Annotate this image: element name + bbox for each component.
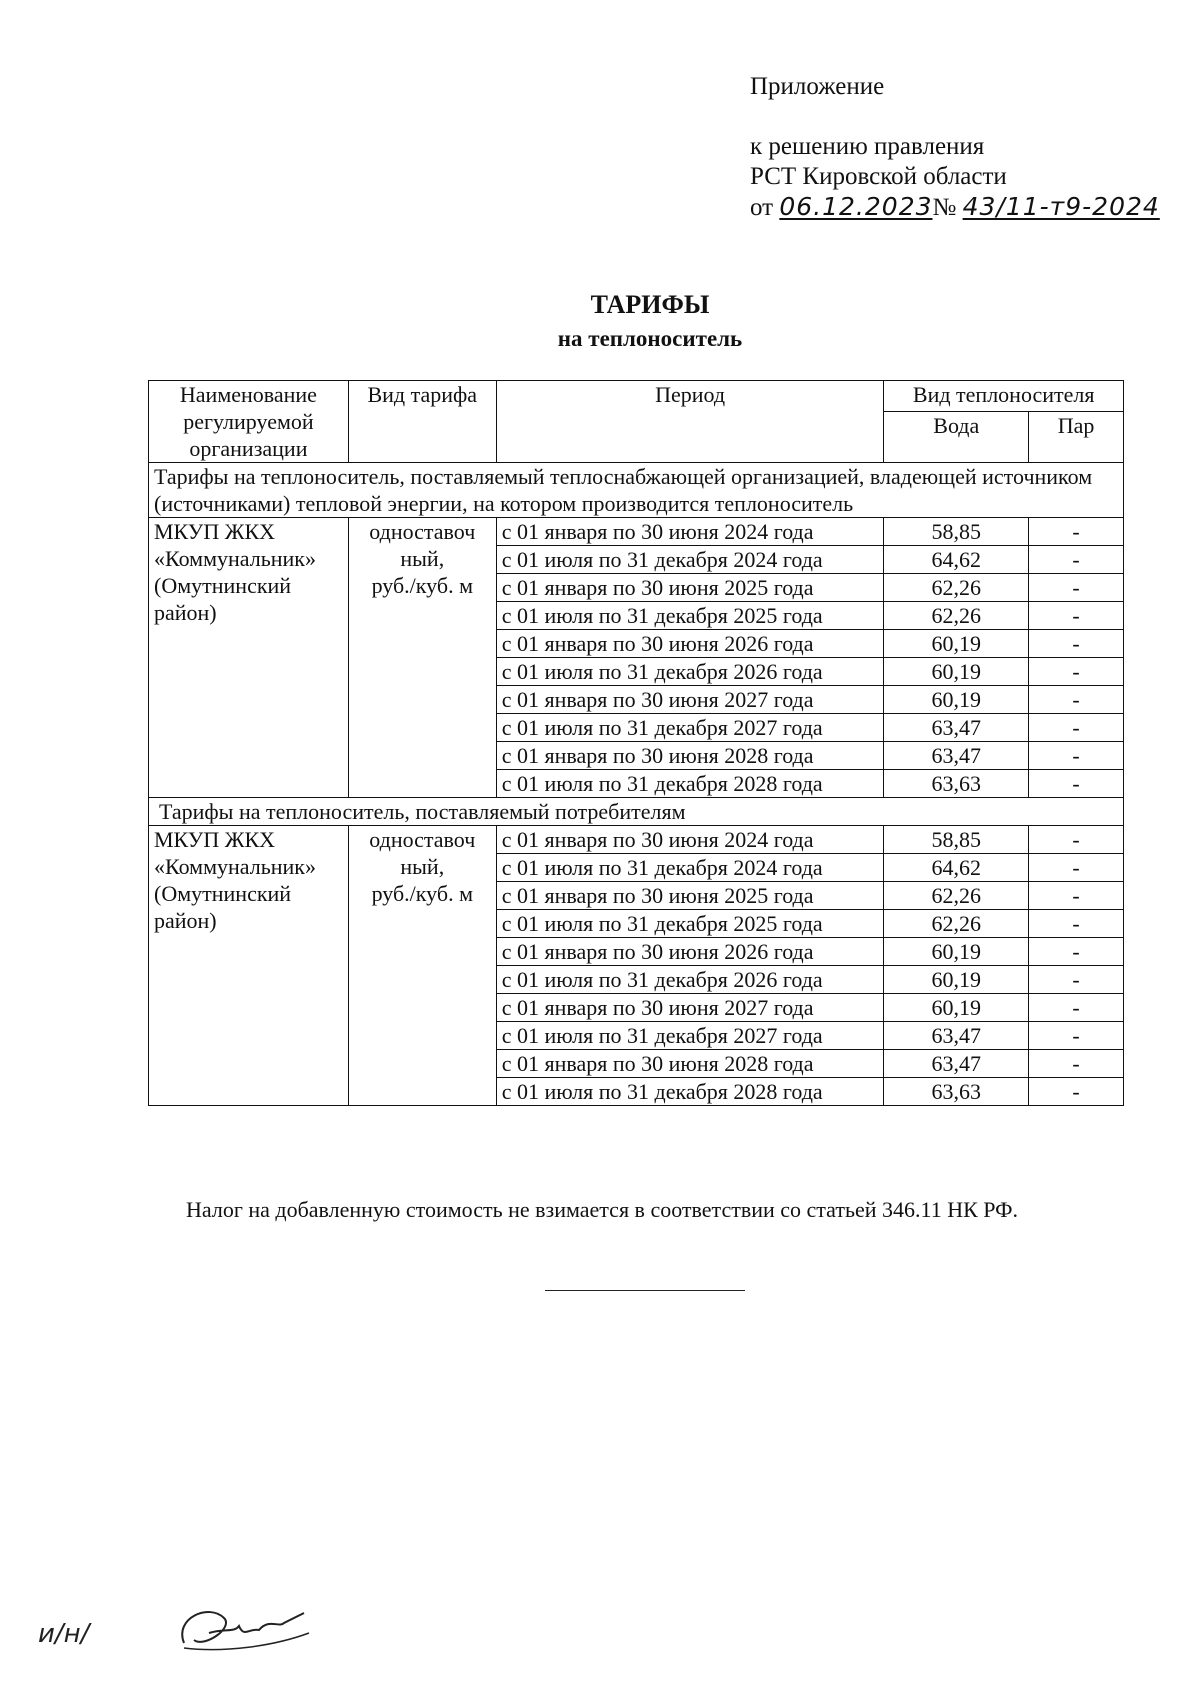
organization-line: район) (154, 600, 217, 625)
period-cell: с 01 января по 30 июня 2024 года (496, 826, 884, 854)
period-cell: с 01 июля по 31 декабря 2026 года (496, 966, 884, 994)
water-tariff-cell: 63,63 (884, 1078, 1029, 1106)
header-period: Период (496, 381, 884, 463)
period-cell: с 01 июля по 31 декабря 2024 года (496, 546, 884, 574)
organization-cell (149, 518, 349, 798)
water-tariff-cell: 60,19 (884, 658, 1029, 686)
organization-line: МКУП ЖКХ (154, 519, 276, 544)
steam-tariff-cell: - (1029, 630, 1124, 658)
document-title: ТАРИФЫ (590, 290, 710, 319)
organization-line: (Омутнинский (154, 881, 292, 906)
period-cell: с 01 января по 30 июня 2027 года (496, 994, 884, 1022)
steam-tariff-cell: - (1029, 714, 1124, 742)
organization-line: (Омутнинский (154, 573, 292, 598)
water-tariff-cell: 62,26 (884, 574, 1029, 602)
appendix-line-1: к решению правления (750, 133, 985, 160)
water-tariff-cell: 62,26 (884, 882, 1029, 910)
steam-tariff-cell: - (1029, 770, 1124, 798)
tariff-type-line: руб./куб. м (371, 881, 473, 906)
period-cell: с 01 января по 30 июня 2024 года (496, 518, 884, 546)
water-tariff-cell: 64,62 (884, 546, 1029, 574)
period-cell: с 01 июля по 31 декабря 2027 года (496, 714, 884, 742)
water-tariff-cell: 62,26 (884, 602, 1029, 630)
appendix-line-2: РСТ Кировской области (750, 163, 1007, 190)
period-cell: с 01 июля по 31 декабря 2025 года (496, 910, 884, 938)
end-divider (545, 1290, 745, 1291)
header-carrier-type: Вид теплоносителя (884, 381, 1124, 412)
period-cell: с 01 июля по 31 декабря 2028 года (496, 770, 884, 798)
appendix-date-line (750, 192, 1160, 223)
water-tariff-cell: 62,26 (884, 910, 1029, 938)
section-heading-row (149, 798, 1124, 826)
water-tariff-cell: 60,19 (884, 966, 1029, 994)
tariff-type-line: ный, (400, 546, 445, 571)
period-cell: с 01 января по 30 июня 2025 года (496, 574, 884, 602)
organization-line: район) (154, 908, 217, 933)
water-tariff-cell: 58,85 (884, 518, 1029, 546)
steam-tariff-cell: - (1029, 518, 1124, 546)
section-heading: Тарифы на теплоноситель, поставляемый потребителям (149, 798, 1124, 826)
water-tariff-cell: 60,19 (884, 630, 1029, 658)
water-tariff-cell: 64,62 (884, 854, 1029, 882)
period-cell: с 01 июля по 31 декабря 2026 года (496, 658, 884, 686)
steam-tariff-cell: - (1029, 1078, 1124, 1106)
steam-tariff-cell: - (1029, 658, 1124, 686)
organization-line: «Коммунальник» (154, 546, 316, 571)
header-tariff-type: Вид тарифа (348, 381, 496, 463)
header-water: Вода (884, 412, 1029, 463)
organization-line: «Коммунальник» (154, 854, 316, 879)
decision-date: 06.12.2023 (779, 192, 933, 221)
period-cell: с 01 июля по 31 декабря 2027 года (496, 1022, 884, 1050)
water-tariff-cell: 58,85 (884, 826, 1029, 854)
appendix-block (750, 72, 1160, 223)
header-organization: Наименование регулируемой организации (149, 381, 349, 463)
steam-tariff-cell: - (1029, 742, 1124, 770)
section-heading-row (149, 463, 1124, 518)
date-prefix: от (750, 194, 774, 221)
water-tariff-cell: 60,19 (884, 938, 1029, 966)
period-cell: с 01 января по 30 июня 2027 года (496, 686, 884, 714)
period-cell: с 01 января по 30 июня 2028 года (496, 742, 884, 770)
organization-line: МКУП ЖКХ (154, 827, 276, 852)
tariff-type-cell (348, 518, 496, 798)
table-row (149, 518, 1124, 546)
handwritten-signature (34, 1598, 354, 1668)
water-tariff-cell: 60,19 (884, 994, 1029, 1022)
steam-tariff-cell: - (1029, 966, 1124, 994)
steam-tariff-cell: - (1029, 910, 1124, 938)
water-tariff-cell: 63,47 (884, 714, 1029, 742)
decision-number: 43/11-т9-2024 (962, 192, 1160, 221)
header-steam: Пар (1029, 412, 1124, 463)
steam-tariff-cell: - (1029, 938, 1124, 966)
steam-tariff-cell: - (1029, 1050, 1124, 1078)
vat-footnote: Налог на добавленную стоимость не взимается в соответствии со статьей 346.11 НК РФ. (186, 1197, 1019, 1222)
steam-tariff-cell: - (1029, 574, 1124, 602)
water-tariff-cell: 63,63 (884, 770, 1029, 798)
period-cell: с 01 июля по 31 декабря 2028 года (496, 1078, 884, 1106)
water-tariff-cell: 63,47 (884, 742, 1029, 770)
period-cell: с 01 января по 30 июня 2025 года (496, 882, 884, 910)
water-tariff-cell: 60,19 (884, 686, 1029, 714)
table-body (149, 463, 1124, 1106)
table-row (149, 826, 1124, 854)
tariff-type-line: руб./куб. м (371, 573, 473, 598)
tariff-type-cell (348, 826, 496, 1106)
appendix-title: Приложение (750, 73, 885, 100)
tariffs-table (148, 380, 1124, 1106)
steam-tariff-cell: - (1029, 1022, 1124, 1050)
period-cell: с 01 января по 30 июня 2028 года (496, 1050, 884, 1078)
steam-tariff-cell: - (1029, 546, 1124, 574)
steam-tariff-cell: - (1029, 994, 1124, 1022)
period-cell: с 01 июля по 31 декабря 2024 года (496, 854, 884, 882)
tariff-type-line: ный, (400, 854, 445, 879)
period-cell: с 01 января по 30 июня 2026 года (496, 630, 884, 658)
signature-initials: и/н/ (38, 1619, 90, 1649)
tariff-type-line: одноставоч (369, 827, 476, 852)
period-cell: с 01 января по 30 июня 2026 года (496, 938, 884, 966)
steam-tariff-cell: - (1029, 826, 1124, 854)
number-prefix: № (932, 194, 957, 221)
section-heading: Тарифы на теплоноситель, поставляемый теплоснабжающей организацией, владеющей источником (источниками) тепловой энергии, на котором производится теплоноситель (149, 463, 1124, 518)
steam-tariff-cell: - (1029, 686, 1124, 714)
organization-cell (149, 826, 349, 1106)
water-tariff-cell: 63,47 (884, 1050, 1029, 1078)
steam-tariff-cell: - (1029, 854, 1124, 882)
tariff-type-line: одноставоч (369, 519, 476, 544)
steam-tariff-cell: - (1029, 882, 1124, 910)
water-tariff-cell: 63,47 (884, 1022, 1029, 1050)
document-subtitle: на теплоноситель (557, 326, 743, 351)
period-cell: с 01 июля по 31 декабря 2025 года (496, 602, 884, 630)
steam-tariff-cell: - (1029, 602, 1124, 630)
